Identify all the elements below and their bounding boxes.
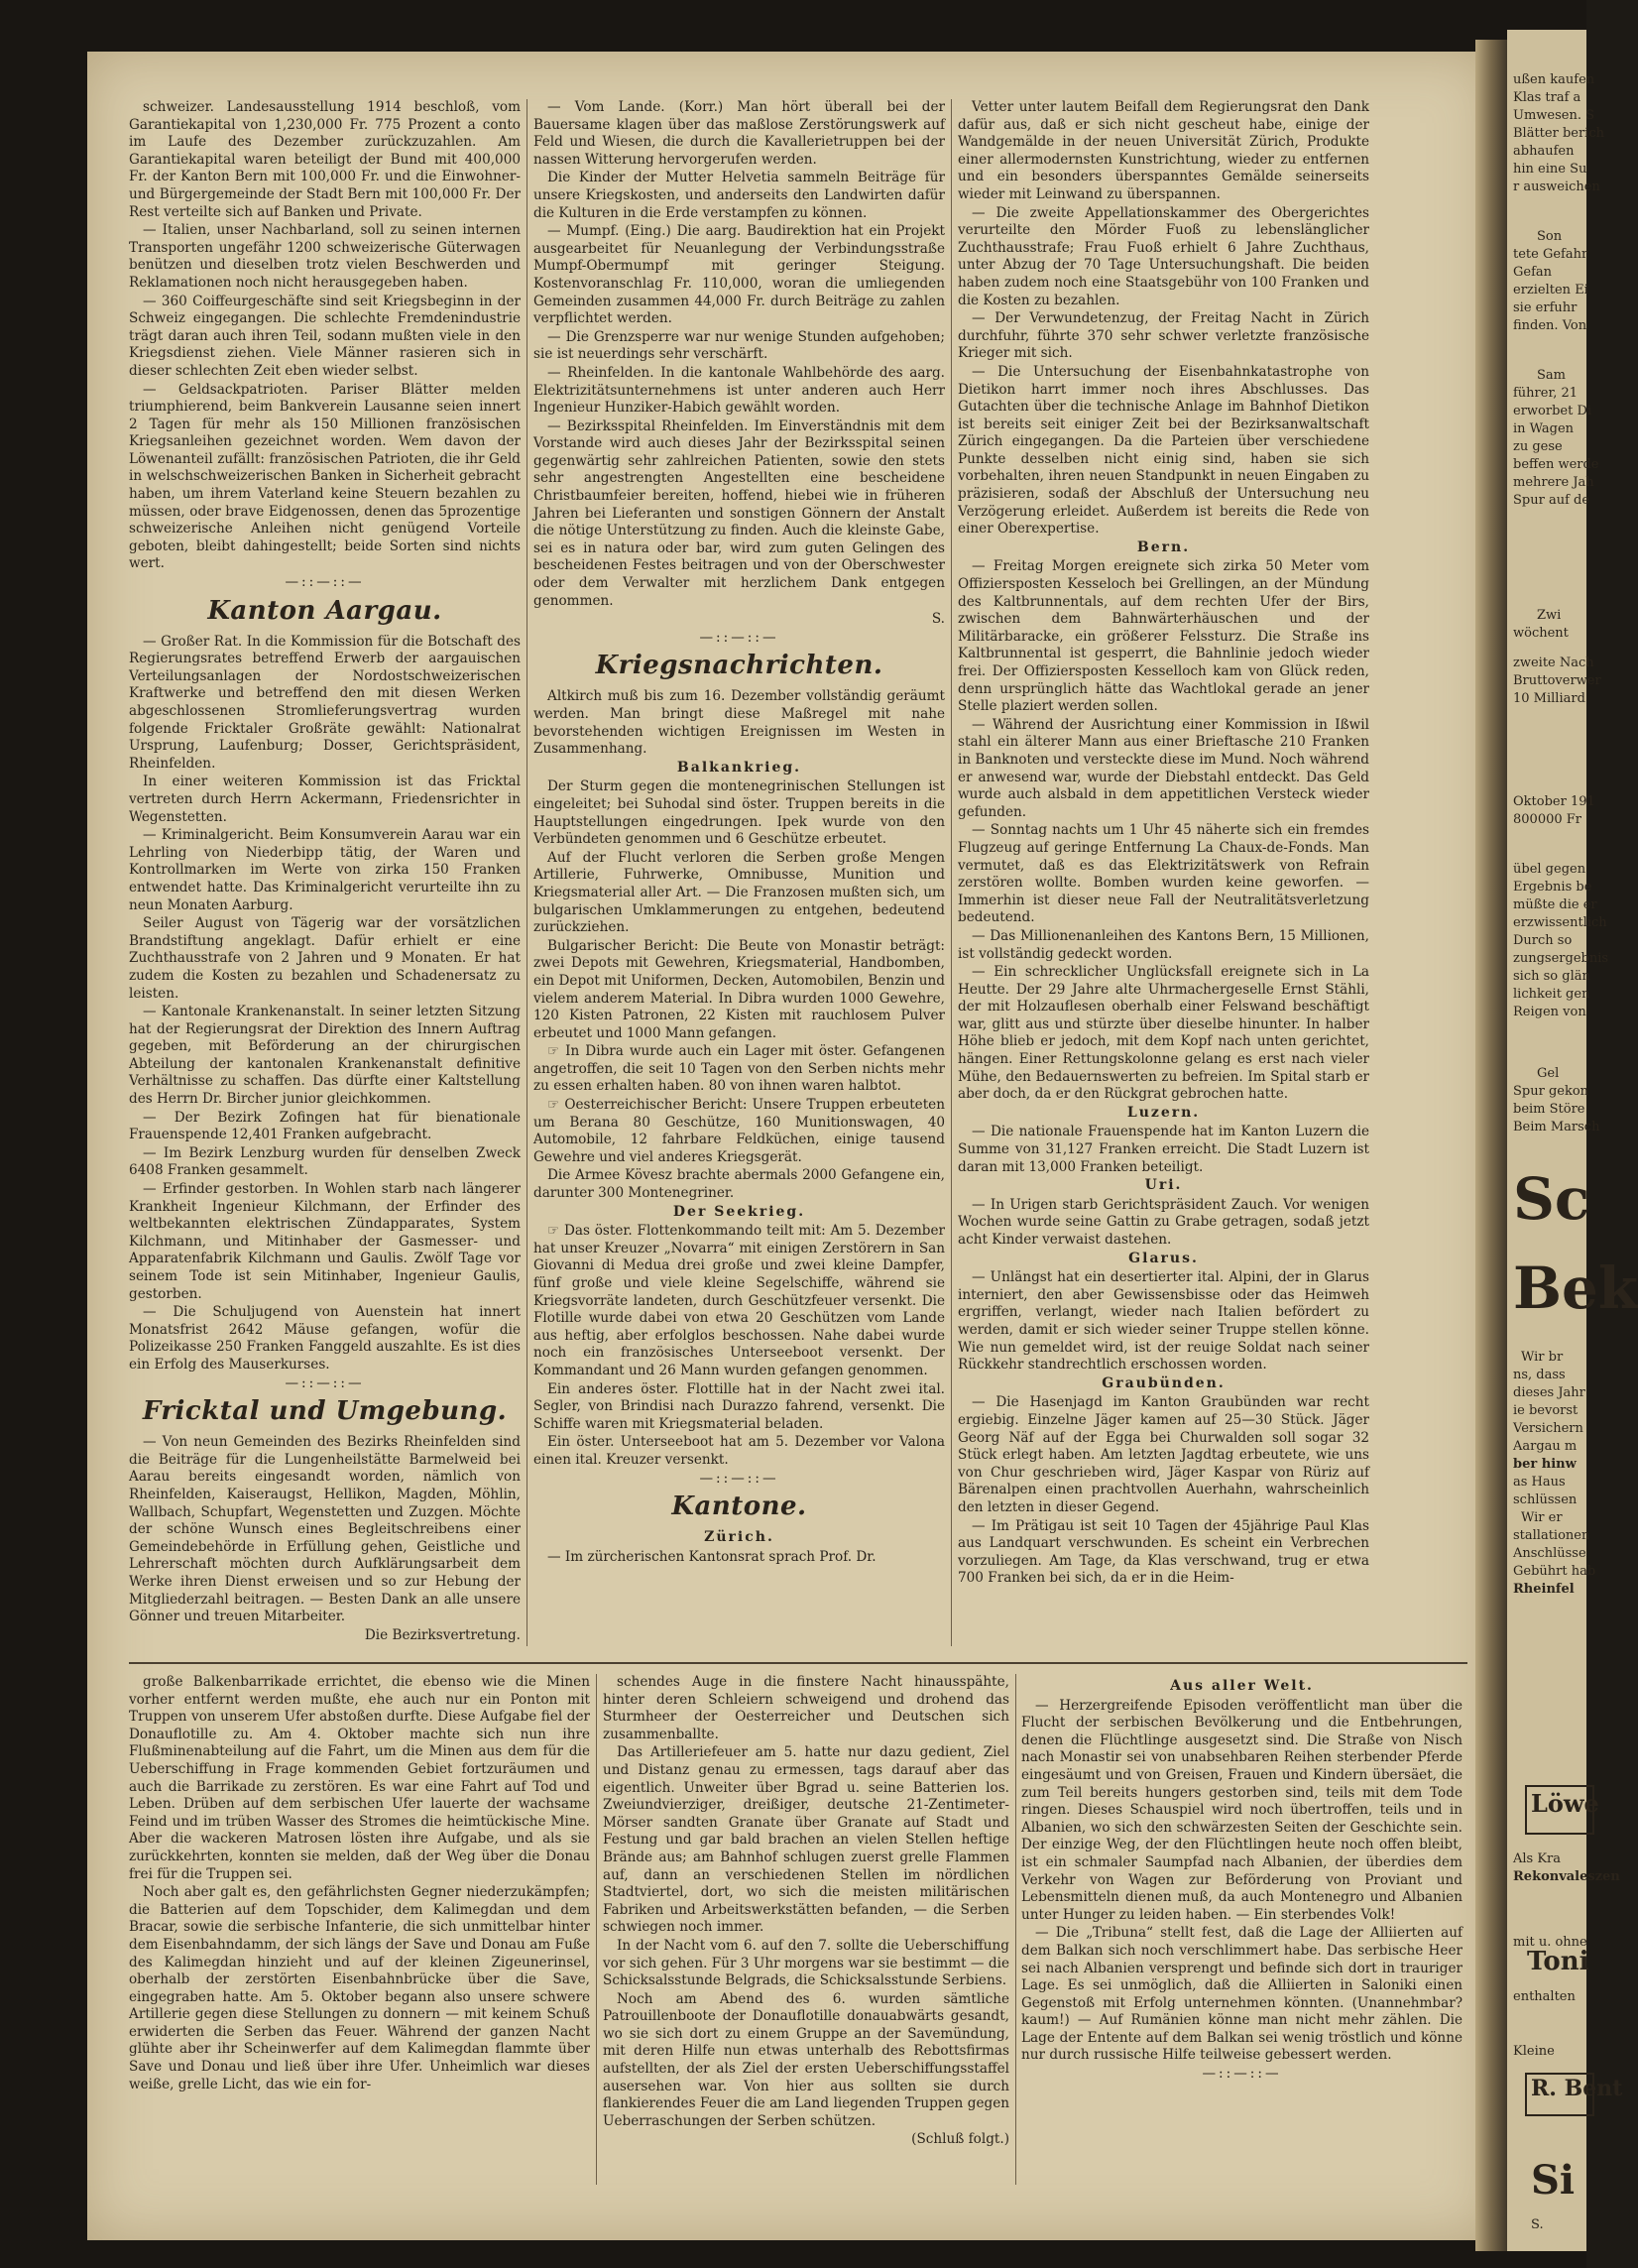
facing-line: Sam (1537, 368, 1566, 383)
article-paragraph: Bulgarischer Bericht: Die Beute von Monastir beträgt: zwei Depots mit Gewehren, Kriegsmaterial, Handbomben, ein Depot mit Uniformen, Decken, Automobilen, Benzin und vielem anderem Material. In Dibra wurden 1000 Gewehre, 120 Kisten Patronen, 22 Kisten mit rauchlosem Pulver erbeutet und 1000 Mann gefangen. (533, 937, 945, 1041)
section-heading: Kantone. (671, 1492, 807, 1522)
facing-line: müßte die er (1513, 897, 1597, 912)
article-paragraph: — Das Millionenanleihen des Kantons Bern, 15 Millionen, ist vollständig gedeckt worden. (958, 927, 1369, 962)
facing-line: Reigen von (1513, 1005, 1586, 1019)
facing-line: tete Gefahr (1513, 247, 1588, 262)
facing-line: Gefan (1513, 265, 1553, 280)
facing-line: sie erfuhr (1513, 300, 1578, 315)
article-paragraph: — Der Bezirk Zofingen hat für bienationale Frauenspende 12,401 Franken aufgebracht. (129, 1109, 521, 1143)
column-rule (951, 99, 952, 1646)
article-paragraph: — Der Verwundetenzug, der Freitag Nacht in Zürich durchfuhr, führte 370 sehr schwer verletzte französische Krieger mit sich. (958, 310, 1369, 362)
facing-line: übel gegen (1513, 862, 1586, 877)
article-paragraph: Noch am Abend des 6. wurden sämtliche Patrouillenboote der Donauflotille donauabwärts gesandt, wo sie sich dort zu einem Gruppe an der Savemündung, mit deren Hilfe nun etwas unterhalb des Rebottsfirmas aufstellten, der als Ziel der ersten Ueberschiffungsstaffel ausersehen war. Von hier aus sollten sie durch flankierendes Feuer die am Land liegenden Truppen gegen Ueberraschungen der Serben schützen. (603, 1990, 1009, 2129)
facing-line: finden. Von (1513, 318, 1587, 333)
bottom-column-1 (129, 1674, 590, 2190)
facing-line: Spur auf de (1513, 493, 1590, 508)
facing-line: 800000 Fr (1513, 812, 1581, 827)
facing-line: S. (1531, 2217, 1544, 2232)
facing-line: zungsergebnis (1513, 951, 1609, 966)
section-heading: Fricktal und Umgebung. (142, 1396, 508, 1427)
facing-line: Versichern (1513, 1421, 1583, 1436)
facing-line: as Haus (1513, 1475, 1566, 1490)
subheading: Aus aller Welt. (1170, 1678, 1314, 1694)
article-paragraph: Ein anderes öster. Flottille hat in der Nacht zwei ital. Segler, von Brindisi nach Durazzo fahrend, versenkt. Die Schiffe waren mit Kriegsmaterial beladen. (533, 1380, 945, 1432)
article-paragraph: ☞ Das öster. Flottenkommando teilt mit: Am 5. Dezember hat unser Kreuzer „Novarra“ mit einigen Zerstörern in San Giovanni di Medua drei große und zwei kleine Dampfer, fünf große und viele kleine Segelschiffe, während sie Kriegsvorräte landeten, durch Geschützfeuer versenkt. Die Flotille wurde dabei von etwa 20 Geschützen vom Lande aus heftig, aber erfolglos beschossen. Nahe dabei wurde noch ein französisches Unterseeboot versenkt. Der Kommandant und 26 Mann wurden gefangen genommen. (533, 1223, 945, 1378)
article-paragraph: — Im Bezirk Lenzburg wurden für denselben Zweck 6408 Franken gesammelt. (129, 1144, 521, 1179)
subheading: Bern. (1136, 538, 1191, 555)
facing-line: Wir br (1521, 1350, 1564, 1365)
section-rule (129, 1662, 1467, 1664)
facing-line: Spur gekon (1513, 1084, 1589, 1099)
facing-line: Umwesen. S (1513, 108, 1595, 123)
facing-line: stallationen (1513, 1528, 1590, 1543)
column-rule (1015, 1674, 1016, 2185)
facing-line: r ausweichen (1513, 179, 1600, 194)
bottom-column-2 (603, 1674, 1009, 2190)
subheading: Uri. (1144, 1177, 1183, 1194)
article-paragraph: Auf der Flucht verloren die Serben große Mengen Artillerie, Fuhrwerke, Omnibusse, Munition und Kriegsmaterial aller Art. — Die Franzosen mußten sich, um bulgarischen Umklammerungen zu entgehen, bedeutend zurückziehen. (533, 849, 945, 936)
article-paragraph: — Sonntag nachts um 1 Uhr 45 näherte sich ein fremdes Flugzeug auf geringe Entfernung La Chaux-de-Fonds. Man vermutet, daß es das Elektrizitätswerk von Refrain zerstören wollte. Bomben wurden keine geworfen. — Immerhin ist dieser neue Fall der Neutralitätsverletzung bedeutend. (958, 822, 1369, 926)
facing-line: Si (1531, 2157, 1576, 2204)
facing-line: erzwissentlich (1513, 915, 1607, 930)
facing-line: beim Störe (1513, 1102, 1585, 1117)
article-paragraph: — Unlängst hat ein desertierter ital. Alpini, der in Glarus interniert, den aber Gewissensbisse oder das Heimweh ergriffen, verlangt, wieder nach Italien befördert zu werden, damit er sich wieder seiner Truppe stellen könne. Wie nun gemeldet wird, ist der reuige Soldat nach seiner Rückkehr standrechtlich erschossen worden. (958, 1269, 1369, 1373)
article-paragraph: — Während der Ausrichtung einer Kommission in Ißwil stahl ein älterer Mann aus einer Brieftasche 210 Franken in Banknoten und versteckte diese im Mund. Noch während er anwesend war, wurde der Diebstahl entdeckt. Das Geld wurde auch alsbald in dem appetitlichen Versteck wieder gefunden. (958, 716, 1369, 820)
article-paragraph: — Erfinder gestorben. In Wohlen starb nach längerer Krankheit Ingenieur Kilchmann, der Erfinder des weltbekannten elektrischen Zündapparates, System Kilchmann, und Mitinhaber der Gasmesser- und Apparatenfabrik Kilchmann und Gaulis. Zwölf Tage vor seinem Tode ist sein Mitinhaber, Ingenieur Gaulis, gestorben. (129, 1181, 521, 1302)
facing-line: Rheinfel (1513, 1582, 1575, 1597)
facing-line: Gel (1537, 1066, 1560, 1081)
facing-line: lichkeit gen (1513, 987, 1590, 1002)
facing-line: Gebührt hab (1513, 1564, 1596, 1579)
facing-line: Toni (1527, 1947, 1589, 1976)
signature: S. (931, 611, 945, 628)
article-paragraph: — Die Untersuchung der Eisenbahnkatastrophe von Dietikon harrt immer noch ihres Abschlusses. Das Gutachten über die technische Anlage im Bahnhof Dietikon ist bereits seit einiger Zeit bei der Bezirksanwaltschaft Zürich eingegangen. Da die Parteien über verschiedene Punkte desselben nicht einig sind, haben sie sich vorbehalten, ihren neuen Standpunkt in neuen Eingaben zu präzisieren, sodaß der Abschluß der Untersuchung neu Verzögerung erleidet. Außerdem ist bereits die Rede von einer Oberexpertise. (958, 363, 1369, 537)
book-spine (1475, 40, 1509, 2251)
facing-line: ußen kaufen (1513, 72, 1595, 87)
signature: Die Bezirksvertretung. (364, 1626, 521, 1643)
article-paragraph: — Von neun Gemeinden des Bezirks Rheinfelden sind die Beiträge für die Lungenheilstätte Barmelweid bei Aarau bereits eingesandt worden, nämlich von Rheinfelden, Kaiseraugst, Hellikon, Magden, Möhlin, Wallbach, Schupfart, Wegenstetten und Zuzgen. Möchte der schöne Wunsch eines Begleitschreibens einer Gemeindebehörde in Erfüllung gehen, Geistliche und Lehrerschaft möchten durch Aufklärungsarbeit dem Werke ihren Dienst erweisen und so zur Hebung der Mitgliederzahl beitragen. — Besten Dank an alle unsere Gönner und treuen Mitarbeiter. (129, 1434, 521, 1625)
column-2 (533, 99, 945, 1651)
facing-line: 10 Milliard (1513, 691, 1585, 706)
article-paragraph: ☞ In Dibra wurde auch ein Lager mit öster. Gefangenen angetroffen, die seit 10 Tagen von den Serben nichts mehr zu essen erhalten haben. 80 von ihnen waren halbtot. (533, 1043, 945, 1095)
article-paragraph: — Die zweite Appellationskammer des Obergerichtes verurteilte den Mörder Fuoß zu lebenslänglicher Zuchthausstrafe; Frau Fuoß erhielt 6 Jahre Zuchthaus, unter Abzug der 70 Tage Untersuchungshaft. Die beiden haben zudem noch eine Staatsgebühr von 100 Franken und die Kosten zu bezahlen. (958, 204, 1369, 308)
facing-line: erworbet Di (1513, 404, 1592, 418)
facing-page-fragment (1507, 30, 1638, 2251)
subheading: Luzern. (1126, 1104, 1201, 1121)
article-paragraph: Vetter unter lautem Beifall dem Regierungsrat den Dank dafür aus, daß er sich nicht gescheut habe, einige der Wandgemälde in der neuen Universität Zürich, Produkte einer allermodernsten Kunstrichtung, wieder zu entfernen und ein besonders überspanntes Gemälde seinerseits wieder mit Leinwand zu überspannen. (958, 99, 1369, 202)
facing-line: Durch so (1513, 933, 1573, 948)
facing-line: wöchent (1513, 626, 1569, 641)
article-paragraph: Der Sturm gegen die montenegrinischen Stellungen ist eingeleitet; bei Suhodal sind öster. Truppen bereits in die Hauptstellungen eingedrungen. Ipek wurde von den Verbündeten genommen und 6 Geschütze erbeutet. (533, 778, 945, 848)
facing-line: schlüssen (1513, 1492, 1578, 1507)
facing-line: sich so glän (1513, 969, 1590, 984)
separator: —::—::— (699, 1470, 779, 1487)
article-paragraph: — Ein schrecklicher Unglücksfall ereignete sich in La Heutte. Der 29 Jahre alte Uhrmachergeselle Ernst Stähli, der mit Holzauflesen oberhalb einer Felswand beschäftigt war, glitt aus und stürzte über dieselbe hinunter. In halber Höhe blieb er jedoch, mit dem Kopf nach unten gerichtet, hängen. Einer Rettungskolonne gelang es erst nach vieler Mühe, den Bedauernswerten zu befreien. Im Spital starb er aber doch, da er den Rückgrat gebrochen hatte. (958, 964, 1369, 1103)
subheading: Graubünden. (1102, 1374, 1226, 1391)
article-paragraph: Das Artilleriefeuer am 5. hatte nur dazu gedient, Ziel und Distanz genau zu ermessen, tags darauf aber das eigentlich. Unweiter über Bgrad u. seine Batterien los. Zweiundvierziger, dreißiger, deutsche 21-Zentimeter-Mörser sandten Granate über Granate auf Stadt und Festung und gar bald brachen an vielen Stellen heftige Brände aus; am Bahnhof schlugen zuerst grelle Flammen auf, dann an verschiedenen Stellen im nördlichen Stadtviertel, dort, wo sich die meisten militärischen Fabriken und Arbeitswerkstätten befanden, — die Serben schwiegen noch immer. (603, 1744, 1009, 1936)
article-paragraph: Altkirch muß bis zum 16. Dezember vollständig geräumt werden. Man bringt diese Maßregel mit nahe bevorstehenden wichtigen Ereignissen im Westen in Zusammenhang. (533, 688, 945, 758)
column-rule (596, 1674, 597, 2185)
facing-line: Zwi (1537, 608, 1562, 623)
article-paragraph: Seiler August von Tägerig war der vorsätzlichen Brandstiftung angeklagt. Dafür erhielt er eine Zuchthausstrafe von 2 Jahren und 9 Monaten. Er hat zudem die Kosten zu bezahlen und Schadenersatz zu leisten. (129, 915, 521, 1002)
article-paragraph: — Großer Rat. In die Kommission für die Botschaft des Regierungsrates betreffend Erwerb der aargauischen Verteilungsanlagen der Nordostschweizerischen Kraftwerke und betreffend den mit diesen Werken abgeschlossenen Stromlieferungsvertrag wurden folgende Fricktaler Großräte gewählt: Nationalrat Ursprung, Laufenburg; Dosser, Gerichtspräsident, Rheinfelden. (129, 633, 521, 772)
article-paragraph: ☞ Oesterreichischer Bericht: Unsere Truppen erbeuteten um Berana 80 Geschütze, 160 Munitionswagen, 40 Automobile, 12 fahrbare Feldküchen, einige tausend Gewehre und viel anderes Kriegsgerät. (533, 1097, 945, 1165)
article-paragraph: In einer weiteren Kommission ist das Fricktal vertreten durch Herrn Ackermann, Friedensrichter in Wegenstetten. (129, 774, 521, 825)
facing-line: enthalten (1513, 1989, 1576, 2004)
article-paragraph: — Geldsackpatrioten. Pariser Blätter melden triumphierend, beim Bankverein Lausanne seien innert 2 Tagen für mehr als 150 Millionen französischen Kriegsanleihen gezeichnet worden. Wem davon der Löwenanteil zufällt: französischen Patrioten, die ihr Geld in welschschweizerischen Banken in Sicherheit gebracht haben, um ihrem Vaterland keine Steuern bezahlen zu müssen, oder brave Eidgenossen, denen das 5prozentige schweizerische Anleihen nicht genügend Vorteile geboten, bleibt dahingestellt; beide Sorten sind nichts wert. (129, 381, 521, 572)
facing-line: abhaufen (1513, 144, 1575, 159)
article-paragraph: schweizer. Landesausstellung 1914 beschloß, vom Garantiekapital von 1,230,000 Fr. 775 Prozent a conto im Laufe des Dezember zurückzuzahlen. Am Garantiekapital waren beteiligt der Bund mit 400,000 Fr. der Kanton Bern mit 100,000 Fr. und die Einwohner- und Bürgergemeinde der Stadt Bern mit 100,000 Fr. Der Rest verteilte sich auf Banken und Private. (129, 99, 521, 220)
article-paragraph: Die Kinder der Mutter Helvetia sammeln Beiträge für unsere Kriegskosten, und anderseits den Landwirten dafür die Kulturen in die Erde verstampfen zu können. (533, 170, 945, 221)
article-paragraph: — In Urigen starb Gerichtspräsident Zauch. Vor wenigen Wochen wurde seine Gattin zu Grabe getragen, sodaß jetzt acht Kinder verwaist dastehen. (958, 1196, 1369, 1248)
facing-line: führer, 21 (1513, 386, 1579, 401)
article-paragraph: Die Armee Kövesz brachte abermals 2000 Gefangene ein, darunter 300 Montenegriner. (533, 1167, 945, 1202)
separator: —::—::— (285, 574, 365, 591)
article-paragraph: — Im Prätigau ist seit 10 Tagen der 45jährige Paul Klas aus Landquart verschwunden. Es scheint ein Verbrechen vorzuliegen. Am Tage, da Klas verschwand, trug er etwa 700 Franken bei sich, da er in die Heim- (958, 1517, 1369, 1587)
article-paragraph: schendes Auge in die finstere Nacht hinausspähte, hinter deren Schleiern schweigend und drohend das Sturmheer der Oesterreicher und Deutschen sich zusammenballte. (603, 1674, 1009, 1742)
article-paragraph: — Kriminalgericht. Beim Konsumverein Aarau war ein Lehrling von Niederbipp tätig, der Waren und Kontrollmarken im Werte von zirka 150 Franken entwendet hatte. Das Kriminalgericht verurteilte ihn zu neun Monaten Aarburg. (129, 827, 521, 913)
facing-line: beffen werde (1513, 457, 1599, 472)
article-paragraph: — Die nationale Frauenspende hat im Kanton Luzern die Summe von 31,127 Franken erreicht. Die Stadt Luzern ist daran mit 13,000 Franken beteiligt. (958, 1124, 1369, 1175)
subheading: Der Seekrieg. (672, 1203, 806, 1220)
facing-line: Kleine (1513, 2044, 1555, 2059)
facing-line: zu gese (1513, 439, 1563, 454)
facing-line: Ergebnis be (1513, 880, 1592, 895)
section-heading: Kanton Aargau. (207, 595, 442, 626)
facing-line: ns, dass (1513, 1368, 1566, 1382)
subheading: Glarus. (1128, 1250, 1199, 1266)
facing-line: Bruttoverwer (1513, 673, 1601, 688)
facing-line: ber hinw (1513, 1457, 1577, 1472)
facing-line: Son (1537, 229, 1563, 244)
column-1 (129, 99, 521, 1651)
facing-line: hin eine Su (1513, 162, 1587, 177)
facing-line: Blätter berich (1513, 126, 1604, 141)
article-paragraph: Noch aber galt es, den gefährlichsten Gegner niederzukämpfen; die Batterien auf dem Topschider, dem Kalimegdan und dem Bracar, sowie die serbische Infanterie, die sich unmittelbar hinter dem Eisenbahndamm, der sich längs der Save und Donau am Fuße des Kalimegdan hinzieht und auf der kleinen Zigeunerinsel, oberhalb der zerstörten Eisenbahnbrücke über die Save, eingegraben hatte. Am 5. Oktober begann also unsere schwere Artillerie gegen diese Stellungen zu donnern — mit keinem Schuß erwiderten die Serben das Feuer. Während der ganzen Nacht glühte aber ihr Scheinwerfer auf dem Kalimegdan flammte über Save und Donau und ließ über ihre Ufer. Unheimlich war dieses weiße, grelle Licht, das wie ein for- (129, 1884, 590, 2092)
article-paragraph: In der Nacht vom 6. auf den 7. sollte die Ueberschiffung vor sich gehen. Für 3 Uhr morgens war sie bestimmt — die Schicksalsstunde Belgrads, die Schicksalsstunde Serbiens. (603, 1937, 1009, 1989)
facing-line: erzielten Ei (1513, 283, 1588, 298)
article-paragraph: — 360 Coiffeurgeschäfte sind seit Kriegsbeginn in der Schweiz eingegangen. Die schlechte Fremdenindustrie trägt daran auch ihren Teil, sodann mußten viele in den Kriegsdienst ziehen. Viele Männer rasieren sich in dieser schlechten Zeit eben wieder selbst. (129, 293, 521, 379)
facing-line: Rekonvaleszen (1513, 1869, 1620, 1884)
article-paragraph: — Vom Lande. (Korr.) Man hört überall bei der Bauersame klagen über das maßlose Zerstörungswerk auf Feld und Wiesen, die durch die Kavallerietruppen bei der nassen Witterung hervorgerufen werden. (533, 99, 945, 168)
facing-line: mit u. ohne (1513, 1935, 1587, 1950)
facing-line: Als Kra (1513, 1851, 1562, 1866)
facing-headline: Sc (1513, 1165, 1590, 1233)
article-paragraph: Ein öster. Unterseeboot hat am 5. Dezember vor Valona einen ital. Kreuzer versenkt. (533, 1434, 945, 1468)
facing-headline: Bek (1513, 1254, 1638, 1322)
subheading: Zürich. (704, 1529, 774, 1546)
column-3 (958, 99, 1369, 1651)
article-paragraph: — Freitag Morgen ereignete sich zirka 50 Meter vom Offiziersposten Kesseloch bei Grellingen, an der Mündung des Kaltbrunnentals, auf dem rechten Ufer der Birs, zwischen dem Bahnwärterhäuschen und der Militärbaracke, ein größerer Felssturz. Die Straße ins Kaltbrunnental ist gesperrt, die Bahnlinie jedoch wieder frei. Der Offiziersposten Kesselloch kam von Glück reden, denn ursprünglich hätte das Wachtlokal gerade an jener Stelle plaziert werden sollen. (958, 558, 1369, 715)
article-paragraph: — Die Grenzsperre war nur wenige Stunden aufgehoben; sie ist neuerdings sehr verschärft. (533, 328, 945, 363)
article-paragraph: — Mumpf. (Eing.) Die aarg. Baudirektion hat ein Projekt ausgearbeitet für Neuanlegung der Verbindungsstraße Mumpf-Obermumpf mit geringer Steigung. Kostenvoranschlag Fr. 110,000, woran die umliegenden Gemeinden zusammen 44,000 Fr. durch Beiträge zu zahlen verpflichtet werden. (533, 223, 945, 327)
separator: —::—::— (285, 1374, 365, 1391)
facing-line: dieses Jahr (1513, 1385, 1585, 1400)
article-paragraph: — Italien, unser Nachbarland, soll zu seinen internen Transporten ungefähr 1200 schweizerische Güterwagen benützen und dieselben trotz vielen Beschwerden und Reklamationen noch nicht herausgegeben haben. (129, 222, 521, 291)
separator: —::—::— (1202, 2066, 1282, 2083)
facing-line: mehrere Jah (1513, 475, 1594, 490)
separator: —::—::— (699, 629, 779, 646)
article-paragraph: — Die „Tribuna“ stellt fest, daß die Lage der Alliierten auf dem Balkan sich noch verschlimmert habe. Das serbische Heer sei nach Albanien versprengt und befinde sich dort in trauriger Lage. Es sei unmöglich, daß die Alliierten in Saloniki einen Gegenstoß mit Erfolg unternehmen könnten. (Unannehmbar? kaum!) — Auf Rumänien könne man nicht mehr zählen. Die Lage der Entente auf dem Balkan sei wenig tröstlich und könne nur durch russische Hilfe teilweise gebessert werden. (1021, 1925, 1462, 2064)
article-paragraph: — Bezirksspital Rheinfelden. Im Einverständnis mit dem Vorstande wird auch dieses Jahr der Bezirksspital seinen gegenwärtig sehr zahlreichen Patienten, sowie den stets sehr angestrengten Angestellten eine bescheidene Christbaumfeier bereiten, hoffend, hiebei wie in früheren Jahren bei Lieferanten und sonstigen Gönnern der Anstalt die nötige Unterstützung zu finden. Auch die kleinste Gabe, sei es in natura oder bar, wird zum guten Gelingen des bescheidenen Festes beitragen und von der Oberschwester oder dem Verwalter mit herzlichem Dank entgegen genommen. (533, 418, 945, 609)
article-paragraph: — Die Hasenjagd im Kanton Graubünden war recht ergiebig. Einzelne Jäger kamen auf 25—30 Stück. Jäger Georg Näf auf der Egga bei Churwalden soll sogar 32 Stück erlegt haben. Am letzten Jagdtag erbeutete, wie uns von Chur geschrieben wird, Jäger Kaspar von Rüriz auf Bärenalpen einen prachtvollen Auerhahn, wahrscheinlich den letzten in dieser Gegend. (958, 1394, 1369, 1515)
facing-line: zweite Nach (1513, 656, 1594, 670)
facing-line: ie bevorst (1513, 1403, 1579, 1418)
facing-line: Aargau m (1513, 1439, 1578, 1454)
facing-line: Wir er (1521, 1510, 1563, 1525)
facing-line: R. Bent (1531, 2076, 1623, 2101)
article-paragraph: — Die Schuljugend von Auenstein hat innert Monatsfrist 2642 Mäuse gefangen, wofür die Polizeikasse 250 Franken Fanggeld auszahlte. Es ist dies ein Erfolg des Mauserkurses. (129, 1304, 521, 1373)
article-paragraph: große Balkenbarrikade errichtet, die ebenso wie die Minen vorher entfernt werden mußte, ehe auch nur ein Ponton mit Truppen von unserem Ufer abstoßen durfte. Diese Aufgabe fiel der Donauflotille zu. Am 4. Oktober machte sich nun ihre Flußminenabteilung auf die Fahrt, um die Minen aus dem für die Ueberschiffung in Frage kommenden Gebiet fortzuräumen und auch die Barrikade zu zerstören. Es war eine Fahrt auf Tod und Leben. Drüben auf dem serbischen Ufer lauerte der wachsame Feind und im trüben Wasser des Stromes die heimtückische Mine. Aber die wackeren Matrosen lösten ihre Aufgabe, und als sie zurückkehrten, konnten sie melden, daß der Weg über die Donau frei für die Truppen sei. (129, 1674, 590, 1882)
column-rule (526, 99, 527, 1646)
facing-line: in Wagen (1513, 421, 1575, 436)
facing-line: Beim Marsch (1513, 1120, 1600, 1134)
article-paragraph: — Kantonale Krankenanstalt. In seiner letzten Sitzung hat der Regierungsrat der Direktion des Innern Auftrag gegeben, mit Beförderung an der chirurgischen Abteilung der kantonalen Krankenanstalt definitive Verhältnisse zu schaffen. Das dürfte einer Kaltstellung des Herrn Dr. Bircher junior gleichkommen. (129, 1004, 521, 1108)
facing-line: Klas traf a (1513, 90, 1581, 105)
article-paragraph: — Im zürcherischen Kantonsrat sprach Prof. Dr. (547, 1548, 877, 1565)
article-paragraph: — Herzergreifende Episoden veröffentlicht man über die Flucht der serbischen Bevölkerung und die Entbehrungen, denen die Flüchtlinge ausgesetzt sind. Die Straße von Nisch nach Monastir sei von unabsehbaren Reihen sterbender Pferde eingesäumt und von Greisen, Frauen und Kindern übersäet, die zum Teil bereits hungers gestorben sind, teils mit dem Tode ringen. Dieses Schauspiel wird noch übertroffen, teils und in Albanien, wo sich den schwärzesten Seiten der Geschichte sein. Der einzige Weg, der den Flüchtlingen heute noch offen bleibt, ist ein schmaler Saumpfad nach Albanien, der überdies dem Verkehr von Wagen zur Beförderung von Proviant und Lebensmitteln dienen muß, da auch Montenegro und Albanien unter Hunger zu leiden haben. — Ein sterbendes Volk! (1021, 1697, 1462, 1923)
article-paragraph: — Rheinfelden. In die kantonale Wahlbehörde des aarg. Elektrizitätsunternehmens ist unter anderen auch Herr Ingenieur Hunziker-Habich gewählt worden. (533, 364, 945, 417)
facing-line: Anschlüsse (1513, 1546, 1586, 1561)
facing-line: Oktober 191 (1513, 794, 1595, 809)
section-heading: Kriegsnachrichten. (595, 651, 883, 681)
subheading: Balkankrieg. (676, 759, 802, 776)
continuation-note: (Schluß folgt.) (911, 2131, 1009, 2148)
bottom-column-3 (1021, 1674, 1462, 2190)
facing-line: Löwe (1531, 1789, 1599, 1818)
